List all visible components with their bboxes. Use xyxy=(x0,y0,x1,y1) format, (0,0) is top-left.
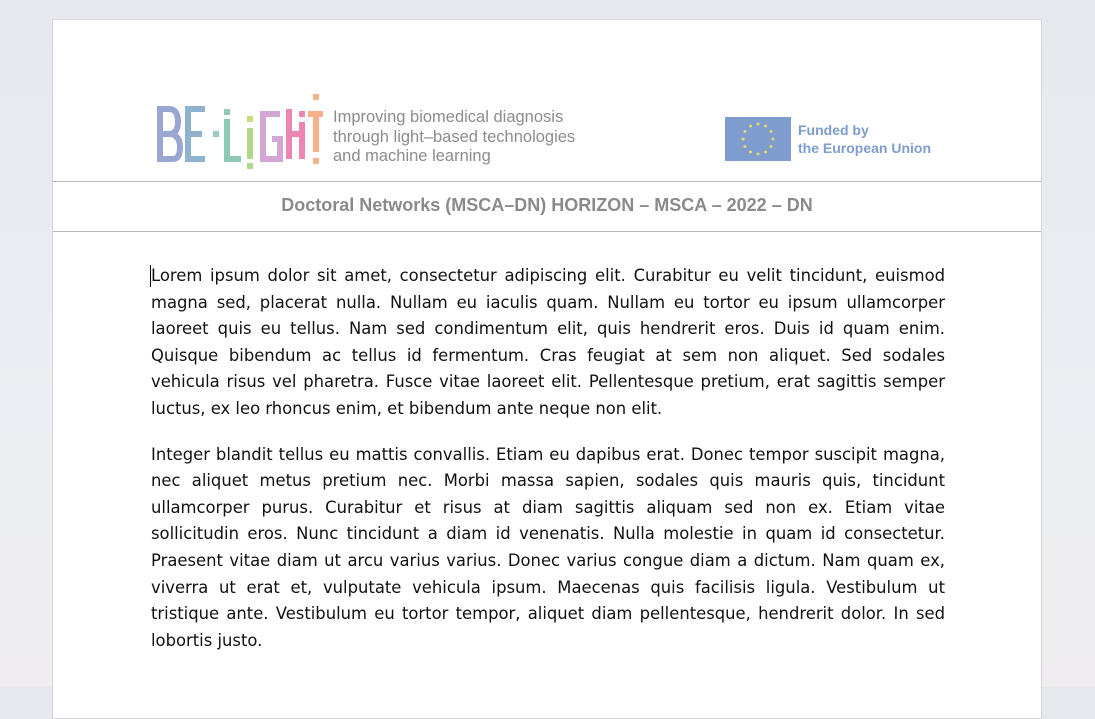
tagline-line-3: and machine learning xyxy=(333,147,491,165)
tagline-line-1: Improving biomedical diagnosis xyxy=(333,108,564,126)
document-header xyxy=(53,20,1041,182)
tagline-line-2: through light–based technologies xyxy=(333,127,576,146)
program-title: Doctoral Networks (MSCA–DN) HORIZON – MSCA – 2022 – DN xyxy=(281,195,813,215)
funding-line-2: the European Union xyxy=(798,140,931,156)
paragraph-1[interactable]: Lorem ipsum dolor sit amet, consectetur adipiscing elit. Curabitur eu velit tincidunt, euismod magna sed, placerat nulla. Nullam eu iaculis quam. Nullam eu tortor eu ipsum ullamcorper laoreet quis eu tellus. Nam sed condimentum elit, quis hendrerit eros. Duis id quam enim. Quisque bibendum ac tellus id fermentum. Cras feugiat at sem non aliquet. Sed sodales vehicula risus vel pharetra. Fusce vitae laoreet elit. Pellentesque pretium, erat sagittis semper luctus, ex leo rhoncus enim, et bibendum ante neque non elit. xyxy=(151,266,945,418)
logo-tagline xyxy=(333,108,575,167)
document-page xyxy=(52,19,1042,719)
funding-line-1: Funded by xyxy=(798,122,869,138)
eu-flag-icon xyxy=(725,117,791,161)
belight-logo xyxy=(155,92,325,172)
program-banner xyxy=(53,181,1041,232)
paragraph-2[interactable]: Integer blandit tellus eu mattis convallis. Etiam eu dapibus erat. Donec tempor suscipit magna, nec aliquet metus pretium nec. Morbi massa sapien, sodales quis mauris quis, tincidunt ullamcorper purus. Curabitur et risus at diam sagittis aliquam sed non ex. Etiam vitae sollicitudin eros. Nunc tincidunt a diam id venenatis. Nulla molestie in quam id consectetur. Praesent vitae diam ut arcu varius varius. Donec varius congue diam a dictum. Nam quam ex, viverra ut erat et, vulputate vehicula ipsum. Maecenas quis facilisis ligula. Vestibulum ut tristique ante. Vestibulum eu tortor tempor, aliquet diam pellentesque, hendrerit dolor. In sed lobortis justo. xyxy=(151,444,945,650)
document-body[interactable] xyxy=(151,263,945,673)
text-cursor xyxy=(150,265,151,287)
funding-statement xyxy=(798,121,931,157)
